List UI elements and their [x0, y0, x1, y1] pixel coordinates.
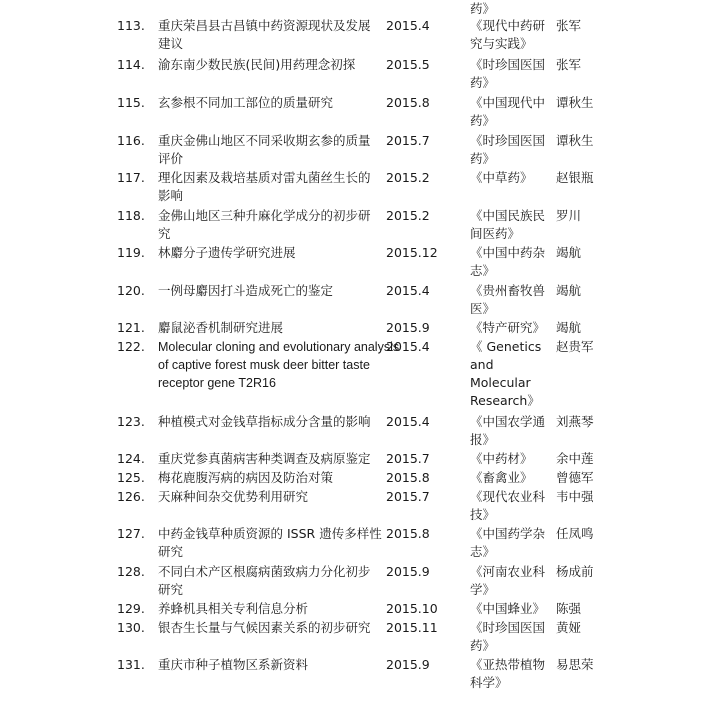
journal-name [470, 413, 552, 449]
journal-name [470, 319, 552, 337]
paper-title [158, 413, 380, 431]
author-name: 谭秋生 [556, 95, 594, 110]
paper-title [158, 619, 380, 637]
paper-title [158, 94, 380, 112]
paper-title-line: 不同白术产区根腐病菌致病力分化初步 [158, 564, 371, 579]
author-name: 竭航 [556, 283, 582, 298]
entry-number: 126. [117, 489, 145, 504]
journal-name [470, 244, 552, 280]
paper-title-line: 重庆市种子植物区系新资料 [158, 657, 309, 672]
paper-title [158, 450, 380, 468]
journal-name-line: 《中草药》 [470, 170, 533, 185]
paper-title [158, 525, 380, 561]
journal-name-line: 药》 [470, 151, 496, 166]
author-name: 竭航 [556, 320, 582, 335]
journal-name-line: 《中国蜂业》 [470, 601, 546, 616]
paper-title [158, 56, 380, 74]
entry-number: 125. [117, 470, 145, 485]
author-name: 赵银瓶 [556, 170, 594, 185]
paper-title [158, 488, 380, 506]
publish-date: 2015.7 [386, 133, 430, 148]
publish-date: 2015.10 [386, 601, 438, 616]
entry-number: 119. [117, 245, 145, 260]
journal-name-line: 药》 [470, 75, 496, 90]
entry-number: 115. [117, 95, 145, 110]
author-name: 韦中强 [556, 489, 594, 504]
author-name: 余中莲 [556, 451, 594, 466]
journal-name [470, 282, 552, 318]
journal-name [470, 94, 552, 130]
journal-name-line: 《现代农业科 [470, 489, 546, 504]
author-name: 罗川 [556, 208, 582, 223]
paper-title [158, 169, 380, 205]
paper-title-line: 重庆党参真菌病害种类调查及病原鉴定 [158, 451, 371, 466]
journal-name [470, 600, 552, 618]
publish-date: 2015.7 [386, 489, 430, 504]
publish-date: 2015.2 [386, 208, 430, 223]
journal-name [470, 132, 552, 168]
entry-number: 122. [117, 339, 145, 354]
paper-title-line: 评价 [158, 151, 184, 166]
entry-number: 113. [117, 18, 145, 33]
entry-number: 118. [117, 208, 145, 223]
entry-number: 128. [117, 564, 145, 579]
paper-title-line: 天麻种间杂交优势利用研究 [158, 489, 309, 504]
author-name: 杨成前 [556, 564, 594, 579]
paper-title [158, 656, 380, 674]
paper-title-line: 养蜂机具相关专利信息分析 [158, 601, 309, 616]
paper-title-line: 研究 [158, 544, 184, 559]
publish-date: 2015.2 [386, 170, 430, 185]
journal-name-line: 《特产研究》 [470, 320, 546, 335]
paper-title-line: 金佛山地区三种升麻化学成分的初步研 [158, 208, 371, 223]
journal-name [470, 525, 552, 561]
journal-name-line: 《河南农业科 [470, 564, 546, 579]
entry-number: 131. [117, 657, 145, 672]
paper-title-line: 重庆荣昌县古昌镇中药资源现状及发展 [158, 18, 371, 33]
entry-number: 117. [117, 170, 145, 185]
journal-name-line: 科学》 [470, 675, 508, 690]
paper-title-line: 重庆金佛山地区不同采收期玄参的质量 [158, 133, 371, 148]
author-name: 刘燕琴 [556, 414, 594, 429]
entry-number: 123. [117, 414, 145, 429]
publish-date: 2015.4 [386, 283, 430, 298]
journal-name-line: 《时珍国医国 [470, 620, 546, 635]
paper-title [158, 207, 380, 243]
journal-name [470, 488, 552, 524]
journal-name [470, 207, 552, 243]
publish-date: 2015.11 [386, 620, 438, 635]
paper-title-line: 林麝分子遗传学研究进展 [158, 245, 296, 260]
journal-name [470, 563, 552, 599]
journal-name [470, 619, 552, 655]
entry-number: 114. [117, 57, 145, 72]
author-name: 任凤鸣 [556, 526, 594, 541]
journal-name-line: 《亚热带植物 [470, 657, 546, 672]
journal-name-line: 医》 [470, 301, 496, 316]
paper-title-line: 玄参根不同加工部位的质量研究 [158, 95, 334, 110]
paper-title [158, 244, 380, 262]
journal-name-line: 《中国农学通 [470, 414, 546, 429]
journal-name-line: 药》 [470, 113, 496, 128]
entry-number: 121. [117, 320, 145, 335]
paper-title [158, 338, 400, 392]
publish-date: 2015.9 [386, 657, 430, 672]
entry-number: 124. [117, 451, 145, 466]
entry-number: 116. [117, 133, 145, 148]
journal-name-line: 《中国民族民 [470, 208, 546, 223]
journal-name [470, 56, 552, 92]
paper-title-line: 影响 [158, 188, 184, 203]
paper-title-line: of captive forest musk deer bitter taste [158, 358, 370, 372]
author-name: 竭航 [556, 245, 582, 260]
journal-name [470, 169, 552, 187]
paper-title-line: 一例母麝因打斗造成死亡的鉴定 [158, 283, 334, 298]
journal-name-line: 《 Genetics [470, 339, 542, 354]
journal-name-line: 《贵州畜牧兽 [470, 283, 546, 298]
journal-name-line: 《中药材》 [470, 451, 533, 466]
journal-name-line: 药》 [470, 638, 496, 653]
entry-number: 127. [117, 526, 145, 541]
author-name: 黄娅 [556, 620, 582, 635]
journal-name [470, 656, 552, 692]
publish-date: 2015.9 [386, 564, 430, 579]
publish-date: 2015.12 [386, 245, 438, 260]
author-name: 陈强 [556, 601, 582, 616]
paper-title-line: 渝东南少数民族(民间)用药理念初探 [158, 57, 356, 72]
paper-title-line: 种植模式对金钱草指标成分含量的影响 [158, 414, 371, 429]
paper-title-line: 麝鼠泌香机制研究进展 [158, 320, 284, 335]
journal-name-line: 志》 [470, 263, 496, 278]
journal-name [470, 338, 552, 410]
paper-title-line: 研究 [158, 582, 184, 597]
paper-title [158, 469, 380, 487]
journal-name [470, 469, 552, 487]
journal-name-line: 《中国中药杂 [470, 245, 546, 260]
journal-name-line: 技》 [470, 507, 496, 522]
entry-number: 130. [117, 620, 145, 635]
paper-title [158, 563, 380, 599]
paper-title-line: 建议 [158, 36, 184, 51]
author-name: 赵贵军 [556, 339, 594, 354]
publish-date: 2015.8 [386, 470, 430, 485]
journal-name-line: 《时珍国医国 [470, 57, 546, 72]
paper-title-line: receptor gene T2R16 [158, 376, 276, 390]
journal-name-line: 报》 [470, 432, 496, 447]
paper-title-line: 银杏生长量与气候因素关系的初步研究 [158, 620, 371, 635]
journal-name-line: 《畜禽业》 [470, 470, 533, 485]
publish-date: 2015.4 [386, 18, 430, 33]
author-name: 曾德军 [556, 470, 594, 485]
author-name: 张军 [556, 57, 582, 72]
journal-name-line: Molecular [470, 375, 531, 390]
journal-name-line: 间医药》 [470, 226, 521, 241]
paper-title [158, 17, 380, 53]
publish-date: 2015.8 [386, 95, 430, 110]
author-name: 张军 [556, 18, 582, 33]
publish-date: 2015.7 [386, 451, 430, 466]
paper-title-line: 究 [158, 226, 171, 241]
paper-title-line: Molecular cloning and evolutionary analysis [158, 340, 400, 354]
journal-name-line: 《中国药学杂 [470, 526, 546, 541]
journal-name [470, 17, 552, 53]
journal-name [470, 450, 552, 468]
journal-name-line: 《现代中药研 [470, 18, 546, 33]
author-name: 谭秋生 [556, 133, 594, 148]
paper-title [158, 319, 380, 337]
paper-title-line: 中药金钱草种质资源的 ISSR 遗传多样性 [158, 526, 382, 541]
journal-name-line: 《时珍国医国 [470, 133, 546, 148]
paper-title-line: 梅花鹿腹泻病的病因及防治对策 [158, 470, 334, 485]
paper-title [158, 600, 380, 618]
paper-title-line: 理化因素及栽培基质对雷丸菌丝生长的 [158, 170, 371, 185]
publish-date: 2015.4 [386, 414, 430, 429]
journal-name-line: 志》 [470, 544, 496, 559]
publish-date: 2015.5 [386, 57, 430, 72]
publish-date: 2015.8 [386, 526, 430, 541]
journal-name-line: 学》 [470, 582, 496, 597]
journal-name-line: 究与实践》 [470, 36, 533, 51]
entry-number: 120. [117, 283, 145, 298]
journal-name-line: and [470, 357, 494, 372]
publish-date: 2015.9 [386, 320, 430, 335]
journal-name-line: Research》 [470, 393, 540, 408]
paper-title [158, 282, 380, 300]
publish-date: 2015.4 [386, 339, 430, 354]
journal-name-line: 《中国现代中 [470, 95, 546, 110]
author-name: 易思荣 [556, 657, 594, 672]
entry-number: 129. [117, 601, 145, 616]
paper-title [158, 132, 380, 168]
continued-journal-text: 药》 [470, 1, 496, 16]
